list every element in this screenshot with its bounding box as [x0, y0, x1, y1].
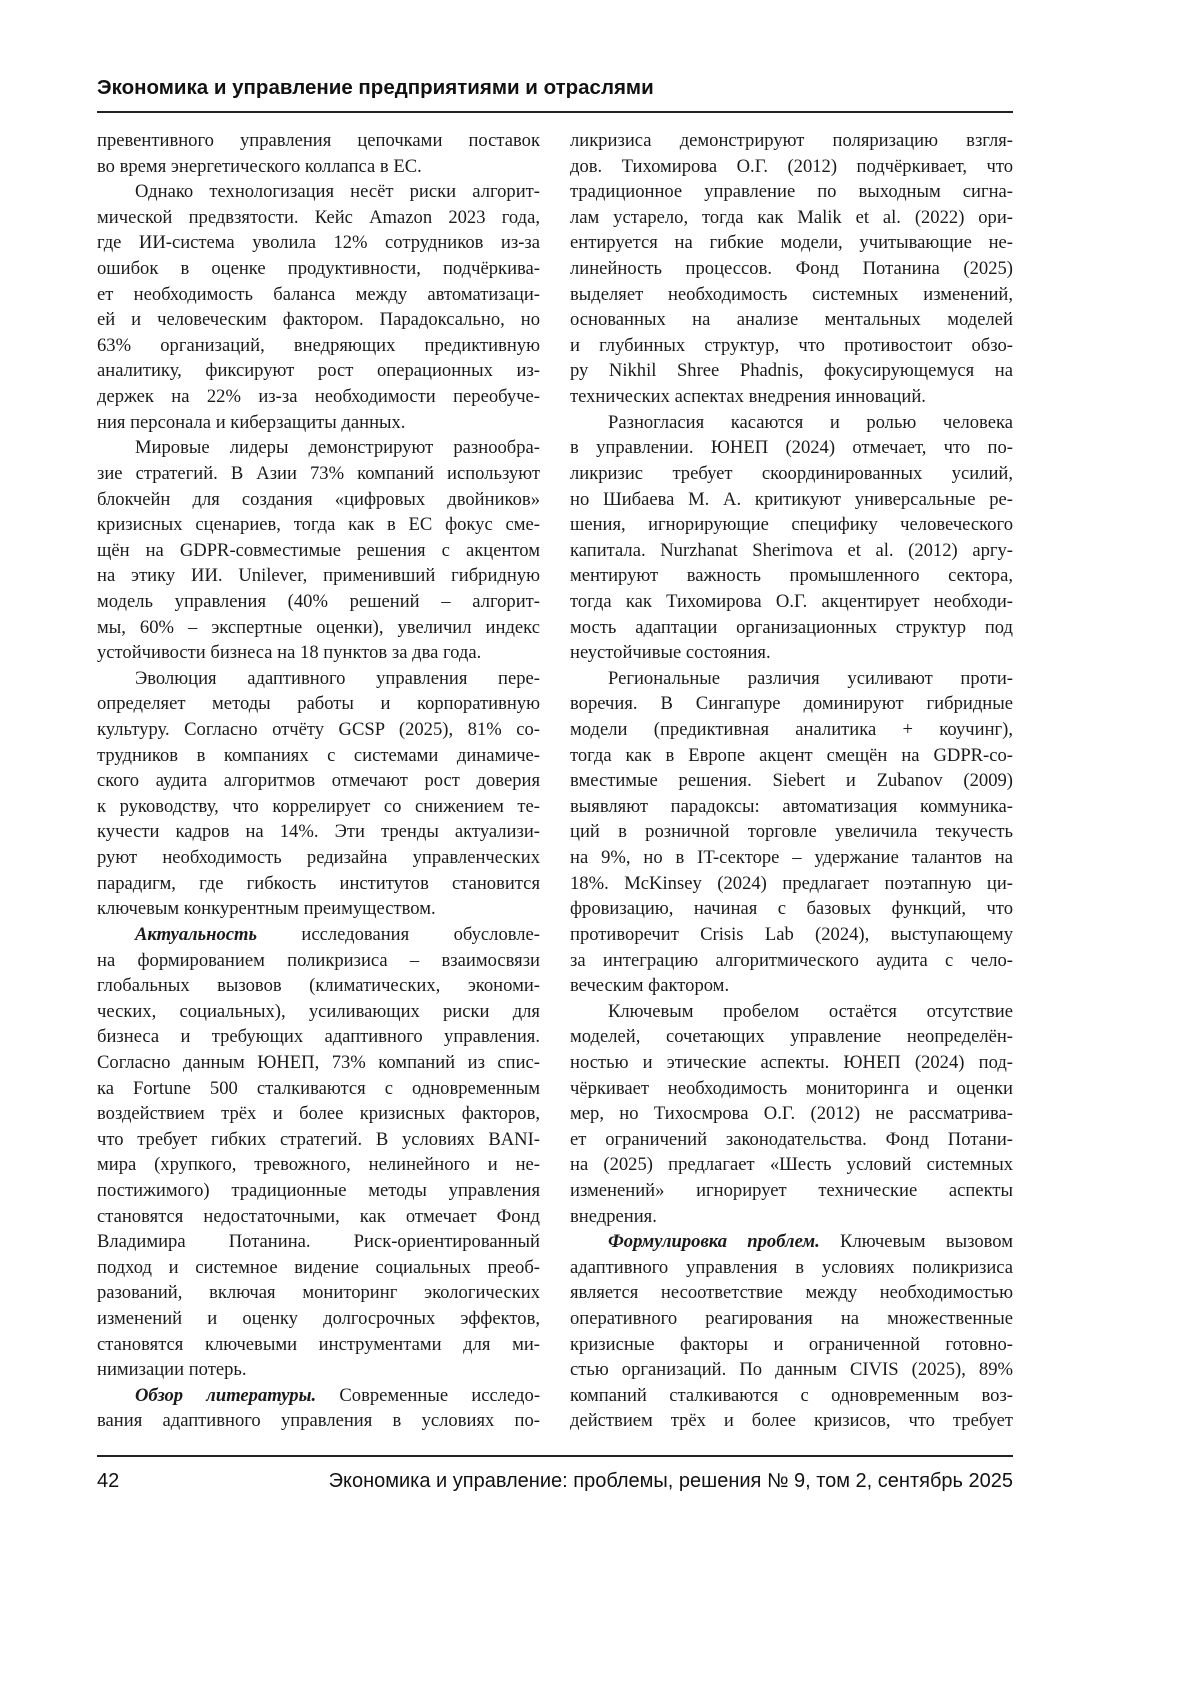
text-line: [97, 1050, 540, 1076]
text-line: [570, 307, 1013, 333]
line-text: воречия. В Сингапуре доминируют гибридные: [570, 693, 1013, 714]
text-line: [570, 999, 1013, 1025]
line-text: изменений и оценку долгосрочных эффектов,: [97, 1308, 540, 1329]
text-line: [97, 1101, 540, 1127]
text-line: [97, 845, 540, 871]
text-line: [570, 871, 1013, 897]
line-text: превентивного управления цепочками поставок: [97, 130, 540, 151]
line-text: ликризиса демонстрируют поляризацию взгля-: [570, 130, 1013, 151]
text-line: [97, 128, 540, 154]
text-line: [570, 896, 1013, 922]
line-text: 63% организаций, внедряющих предиктивную: [97, 335, 540, 356]
text-line: [97, 1127, 540, 1153]
line-text: ру Nikhil Shree Phadnis, фокусирующемуся на: [570, 360, 1013, 381]
text-line: [97, 307, 540, 333]
line-text: фровизацию, начиная с базовых функций, что: [570, 898, 1013, 919]
running-header: Экономика и управление предприятиями и отраслями: [97, 76, 1013, 100]
text-line: [570, 230, 1013, 256]
text-line: [97, 256, 540, 282]
line-text: трудников в компаниях с системами динамиче-: [97, 745, 540, 766]
line-text: парадигм, где гибкость институтов становится: [97, 873, 540, 894]
line-text: разований, включая мониторинг экологических: [97, 1282, 540, 1303]
line-text: линейность процессов. Фонд Потанина (2025): [570, 258, 1013, 279]
line-text: ностью и этические аспекты. ЮНЕП (2024) под-: [570, 1052, 1013, 1073]
text-line: [570, 819, 1013, 845]
text-line: [570, 589, 1013, 615]
text-line: [97, 205, 540, 231]
text-line: [570, 794, 1013, 820]
line-text: за интеграцию алгоритмического аудита с чело-: [570, 950, 1013, 971]
section-lead: Обзор литературы.: [135, 1385, 316, 1406]
text-line: [570, 640, 1013, 666]
line-text: бизнеса и требующих адаптивного управления.: [97, 1026, 540, 1047]
text-line: [97, 461, 540, 487]
line-text: компаний сталкиваются с одновременным воз-: [570, 1385, 1013, 1406]
line-text: подход и системное видение социальных преоб-: [97, 1257, 540, 1278]
line-text: на (2025) предлагает «Шесть условий системных: [570, 1154, 1013, 1175]
text-line: [570, 1101, 1013, 1127]
header-rule: [97, 111, 1013, 113]
text-line: [97, 640, 540, 666]
text-line: [97, 1255, 540, 1281]
text-line: [570, 1255, 1013, 1281]
line-text: тогда как в Европе акцент смещён на GDPR-со-: [570, 745, 1013, 766]
text-line: [97, 384, 540, 410]
line-text: Современные исследо-: [316, 1385, 540, 1406]
text-line: [97, 666, 540, 692]
right-column: [570, 128, 1013, 1434]
line-text: капитала. Nurzhanat Sherimova et al. (2012) аргу-: [570, 540, 1013, 561]
section-lead: Актуальность: [135, 924, 257, 945]
line-text: мость адаптации организационных структур под: [570, 617, 1013, 638]
line-text: воздействием трёх и более кризисных факторов,: [97, 1103, 540, 1124]
text-line: [570, 1280, 1013, 1306]
text-line: [570, 384, 1013, 410]
line-text: является несоответствие между необходимостью: [570, 1282, 1013, 1303]
text-line: [97, 794, 540, 820]
section-lead: Формулировка проблем.: [608, 1231, 820, 1252]
text-line: [570, 128, 1013, 154]
line-text: модель управления (40% решений – алгорит-: [97, 591, 540, 612]
text-line: [570, 1306, 1013, 1332]
text-line: [570, 512, 1013, 538]
text-line: [97, 1076, 540, 1102]
text-line: [97, 410, 540, 436]
line-text: Согласно данным ЮНЕП, 73% компаний из спис-: [97, 1052, 540, 1073]
text-line: [570, 1408, 1013, 1434]
line-text: вместимые решения. Siebert и Zubanov (2009): [570, 770, 1013, 791]
line-text: руют необходимость редизайна управленческих: [97, 847, 540, 868]
line-text: ошибок в оценке продуктивности, подчёркива-: [97, 258, 540, 279]
line-text: ческих, социальных), усиливающих риски для: [97, 1001, 540, 1022]
line-text: блокчейн для создания «цифровых двойников»: [97, 489, 540, 510]
line-text: противоречит Crisis Lab (2024), выступающему: [570, 924, 1013, 945]
line-text: ского аудита алгоритмов отмечают рост доверия: [97, 770, 540, 791]
text-line: [570, 154, 1013, 180]
left-column: [97, 128, 540, 1434]
text-line: [570, 717, 1013, 743]
text-line: [97, 1383, 540, 1409]
line-text: Эволюция адаптивного управления пере-: [135, 668, 540, 689]
line-text: становятся недостаточными, как отмечает Фонд: [97, 1206, 540, 1227]
text-line: [97, 1178, 540, 1204]
line-text: кучести кадров на 14%. Эти тренды актуализи-: [97, 821, 540, 842]
line-text: аналитику, фиксируют рост операционных из-: [97, 360, 540, 381]
text-line: [97, 1229, 540, 1255]
text-line: [97, 691, 540, 717]
line-text: адаптивного управления в условиях поликризиса: [570, 1257, 1013, 1278]
line-text: стью организаций. По данным CIVIS (2025), 89%: [570, 1359, 1013, 1380]
text-line: [97, 435, 540, 461]
text-line: [570, 256, 1013, 282]
text-line: [97, 819, 540, 845]
text-line: [570, 1204, 1013, 1230]
text-line: [570, 333, 1013, 359]
line-text: к руководству, что коррелирует со снижением те-: [97, 796, 540, 817]
line-text: во время энергетического коллапса в ЕС.: [97, 156, 422, 177]
text-line: [570, 563, 1013, 589]
line-text: Однако технологизация несёт риски алгорит-: [135, 181, 540, 202]
text-line: [570, 1332, 1013, 1358]
line-text: неустойчивые состояния.: [570, 642, 771, 663]
line-text: мира (хрупкого, тревожного, нелинейного и не-: [97, 1154, 540, 1175]
text-line: [570, 1050, 1013, 1076]
line-text: держек на 22% из-за необходимости переобуче-: [97, 386, 540, 407]
text-line: [97, 179, 540, 205]
text-line: [570, 1076, 1013, 1102]
line-text: культуру. Согласно отчёту GCSP (2025), 81% со-: [97, 719, 540, 740]
line-text: Ключевым вызовом: [820, 1231, 1013, 1252]
line-text: модели (предиктивная аналитика + коучинг),: [570, 719, 1013, 740]
text-line: [570, 666, 1013, 692]
line-text: нимизации потерь.: [97, 1359, 247, 1380]
text-line: [570, 1357, 1013, 1383]
line-text: технических аспектах внедрения инноваций.: [570, 386, 926, 407]
line-text: и глубинных структур, что противостоит обзо-: [570, 335, 1013, 356]
line-text: традиционное управление по выходным сигна-: [570, 181, 1013, 202]
text-line: [97, 999, 540, 1025]
line-text: выделяет необходимость системных изменений,: [570, 284, 1013, 305]
text-line: [570, 1383, 1013, 1409]
line-text: в управлении. ЮНЕП (2024) отмечает, что по-: [570, 437, 1013, 458]
line-text: глобальных вызовов (климатических, экономи-: [97, 975, 540, 996]
text-line: [97, 512, 540, 538]
text-line: [97, 922, 540, 948]
text-line: [97, 589, 540, 615]
line-text: Мировые лидеры демонстрируют разнообра-: [135, 437, 540, 458]
text-line: [570, 948, 1013, 974]
line-text: ликризис требует скоординированных усилий,: [570, 463, 1013, 484]
text-line: [570, 487, 1013, 513]
text-line: [97, 154, 540, 180]
text-line: [570, 743, 1013, 769]
text-line: [97, 871, 540, 897]
text-line: [97, 487, 540, 513]
line-text: лам устарело, тогда как Malik et al. (2022) ори-: [570, 207, 1013, 228]
line-text: на 9%, но в IT-секторе – удержание талантов на: [570, 847, 1013, 868]
line-text: определяет методы работы и корпоративную: [97, 693, 540, 714]
line-text: на формированием поликризиса – взаимосвязи: [97, 950, 540, 971]
text-line: [97, 230, 540, 256]
line-text: шения, игнорирующие специфику человеческого: [570, 514, 1013, 535]
line-text: веческим фактором.: [570, 975, 729, 996]
text-line: [97, 768, 540, 794]
line-text: внедрения.: [570, 1206, 657, 1227]
line-text: ентируется на гибкие модели, учитывающие не-: [570, 232, 1013, 253]
text-line: [570, 205, 1013, 231]
line-text: оперативного реагирования на множественные: [570, 1308, 1013, 1329]
footer-rule: [97, 1455, 1013, 1457]
text-line: [570, 410, 1013, 436]
text-line: [570, 1229, 1013, 1255]
line-text: 18%. McKinsey (2024) предлагает поэтапную ци-: [570, 873, 1013, 894]
text-line: [97, 973, 540, 999]
line-text: ка Fortune 500 сталкиваются с одновременным: [97, 1078, 540, 1099]
text-line: [570, 1024, 1013, 1050]
line-text: ций в розничной торговле увеличила текучесть: [570, 821, 1013, 842]
text-line: [97, 538, 540, 564]
line-text: действием трёх и более кризисов, что требует: [570, 1410, 1013, 1431]
text-line: [570, 1127, 1013, 1153]
text-line: [97, 282, 540, 308]
text-line: [97, 563, 540, 589]
line-text: кризисные факторы и ограниченной готовно-: [570, 1334, 1013, 1355]
line-text: вания адаптивного управления в условиях по-: [97, 1410, 540, 1431]
text-line: [570, 922, 1013, 948]
line-text: тогда как Тихомирова О.Г. акцентирует необходи-: [570, 591, 1013, 612]
text-line: [97, 333, 540, 359]
line-text: изменений» игнорирует технические аспекты: [570, 1180, 1013, 1201]
text-line: [97, 1024, 540, 1050]
line-text: Владимира Потанина. Риск-ориентированный: [97, 1231, 540, 1252]
text-line: [570, 1178, 1013, 1204]
text-line: [570, 179, 1013, 205]
text-line: [97, 358, 540, 384]
line-text: Разногласия касаются и ролью человека: [608, 412, 1013, 433]
line-text: где ИИ-система уволила 12% сотрудников из-за: [97, 232, 540, 253]
line-text: ет необходимость баланса между автоматизаци-: [97, 284, 540, 305]
line-text: ключевым конкурентным преимуществом.: [97, 898, 436, 919]
text-line: [97, 1408, 540, 1434]
line-text: выявляют парадоксы: автоматизация коммуника-: [570, 796, 1013, 817]
text-line: [97, 717, 540, 743]
text-line: [97, 1204, 540, 1230]
text-line: [570, 1152, 1013, 1178]
text-line: [97, 743, 540, 769]
line-text: что требует гибких стратегий. В условиях BANI-: [97, 1129, 540, 1150]
line-text: становятся ключевыми инструментами для ми-: [97, 1334, 540, 1355]
line-text: кризисных сценариев, тогда как в ЕС фокус сме-: [97, 514, 540, 535]
text-line: [97, 1306, 540, 1332]
text-line: [570, 461, 1013, 487]
text-line: [570, 538, 1013, 564]
line-text: ей и человеческим фактором. Парадоксально, но: [97, 309, 540, 330]
line-text: но Шибаева М. А. критикуют универсальные ре-: [570, 489, 1013, 510]
page-number: 42: [97, 1470, 119, 1493]
text-line: [570, 768, 1013, 794]
line-text: Региональные различия усиливают проти-: [608, 668, 1013, 689]
text-line: [570, 691, 1013, 717]
line-text: ментируют важность промышленного сектора,: [570, 565, 1013, 586]
line-text: моделей, сочетающих управление неопределён-: [570, 1026, 1013, 1047]
text-line: [97, 1152, 540, 1178]
text-line: [97, 1332, 540, 1358]
line-text: основанных на анализе ментальных моделей: [570, 309, 1013, 330]
text-line: [570, 435, 1013, 461]
text-line: [570, 615, 1013, 641]
line-text: Ключевым пробелом остаётся отсутствие: [608, 1001, 1013, 1022]
journal-issue: Экономика и управление: проблемы, решения № 9, том 2, сентябрь 2025: [329, 1470, 1013, 1493]
text-line: [97, 615, 540, 641]
text-line: [570, 358, 1013, 384]
line-text: зие стратегий. В Азии 73% компаний используют: [97, 463, 540, 484]
line-text: на этику ИИ. Unilever, применивший гибридную: [97, 565, 540, 586]
line-text: постижимого) традиционные методы управления: [97, 1180, 540, 1201]
text-line: [570, 282, 1013, 308]
text-line: [97, 1357, 540, 1383]
line-text: ет ограничений законодательства. Фонд Потани-: [570, 1129, 1013, 1150]
line-text: мической предвзятости. Кейс Amazon 2023 года,: [97, 207, 540, 228]
line-text: устойчивости бизнеса на 18 пунктов за два года.: [97, 642, 481, 663]
line-text: щён на GDPR-совместимые решения с акцентом: [97, 540, 540, 561]
text-line: [97, 948, 540, 974]
line-text: дов. Тихомирова О.Г. (2012) подчёркивает, что: [570, 156, 1013, 177]
line-text: мер, но Тихосмрова О.Г. (2012) не рассматрива-: [570, 1103, 1013, 1124]
line-text: исследования обусловле-: [257, 924, 540, 945]
text-line: [570, 973, 1013, 999]
line-text: мы, 60% – экспертные оценки), увеличил индекс: [97, 617, 540, 638]
text-line: [570, 845, 1013, 871]
line-text: ния персонала и киберзащиты данных.: [97, 412, 405, 433]
text-line: [97, 1280, 540, 1306]
line-text: чёркивает необходимость мониторинга и оценки: [570, 1078, 1013, 1099]
text-line: [97, 896, 540, 922]
